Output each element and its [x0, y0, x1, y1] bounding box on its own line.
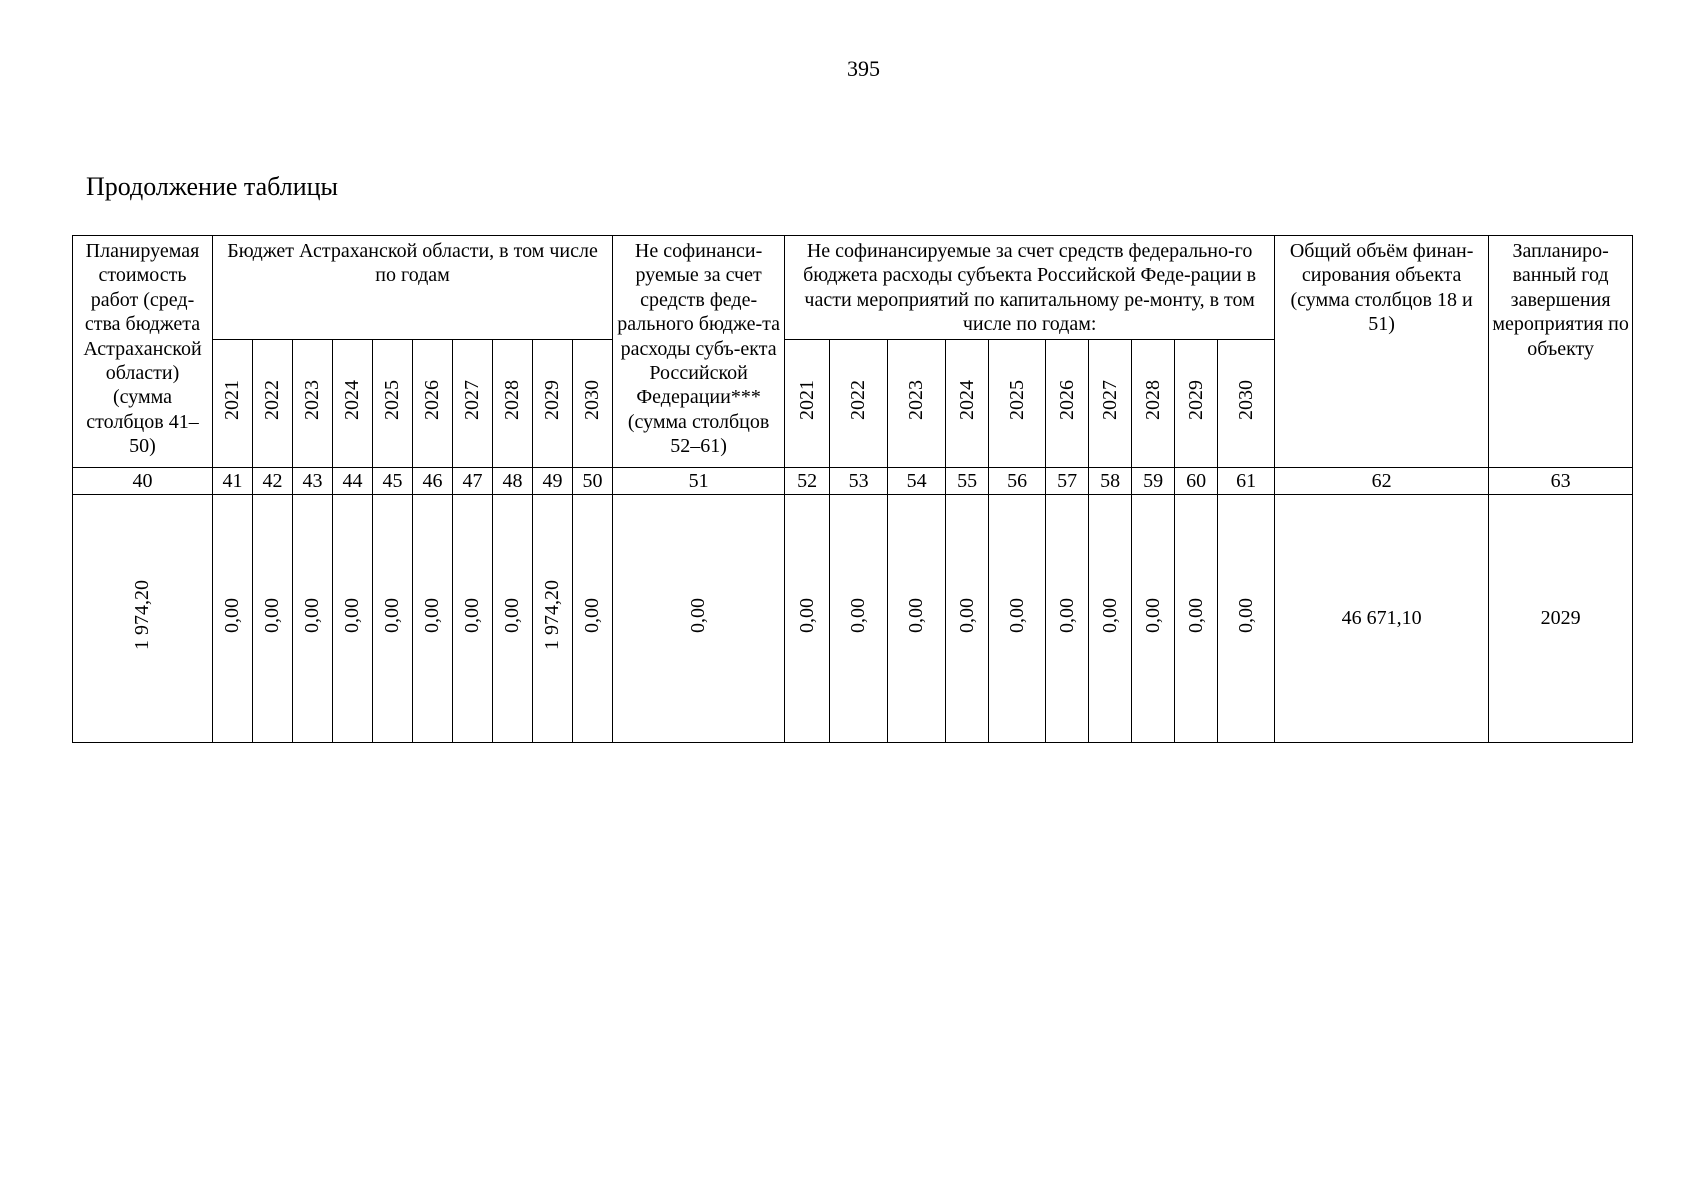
header-row-top [73, 236, 1633, 340]
year-header-regional: 2021 [213, 340, 253, 468]
year-header-federal: 2024 [946, 340, 989, 468]
header-regional-budget: Бюджет Астраханской области, в том числе по годам [213, 236, 613, 340]
column-number: 41 [213, 468, 253, 495]
header-total-volume: Общий объём финан-сирования объекта (сумма столбцов 18 и 51) [1275, 236, 1489, 468]
column-number: 61 [1218, 468, 1275, 495]
federal-year-value: 0,00 [1175, 495, 1218, 743]
financing-table [72, 235, 1633, 743]
regional-year-value: 0,00 [373, 495, 413, 743]
column-number: 59 [1132, 468, 1175, 495]
column-number: 51 [613, 468, 785, 495]
total-volume-value: 46 671,10 [1275, 495, 1489, 743]
regional-year-value: 0,00 [293, 495, 333, 743]
column-number: 54 [888, 468, 946, 495]
federal-year-value: 0,00 [1089, 495, 1132, 743]
column-number: 42 [253, 468, 293, 495]
year-header-regional: 2028 [493, 340, 533, 468]
year-header-federal: 2028 [1132, 340, 1175, 468]
federal-year-value: 0,00 [888, 495, 946, 743]
column-number: 52 [785, 468, 830, 495]
year-header-regional: 2024 [333, 340, 373, 468]
column-number: 62 [1275, 468, 1489, 495]
year-header-federal: 2022 [830, 340, 888, 468]
year-header-federal: 2029 [1175, 340, 1218, 468]
column-number: 50 [573, 468, 613, 495]
column-number: 40 [73, 468, 213, 495]
year-header-federal: 2030 [1218, 340, 1275, 468]
year-header-federal: 2027 [1089, 340, 1132, 468]
regional-year-value: 0,00 [253, 495, 293, 743]
header-not-cofinanced-total: Не софинанси-руемые за счет средств феде-рального бюдже-та расходы субъ-екта Российской Федерации*** (сумма столбцов 52–61) [613, 236, 785, 468]
year-header-regional: 2029 [533, 340, 573, 468]
federal-year-value: 0,00 [1218, 495, 1275, 743]
table-caption: Продолжение таблицы [86, 172, 338, 201]
federal-year-value: 0,00 [830, 495, 888, 743]
federal-year-value: 0,00 [1132, 495, 1175, 743]
header-planned-year: Запланиро-ванный год завершения мероприятия по объекту [1489, 236, 1633, 468]
regional-year-value: 1 974,20 [533, 495, 573, 743]
column-number: 56 [989, 468, 1046, 495]
regional-year-value: 0,00 [413, 495, 453, 743]
planned-year-value: 2029 [1489, 495, 1633, 743]
header-planned-cost: Планируемая стоимость работ (сред-ства бюджета Астраханской области) (сумма столбцов 41–50) [73, 236, 213, 468]
year-header-regional: 2022 [253, 340, 293, 468]
column-number: 49 [533, 468, 573, 495]
year-header-regional: 2027 [453, 340, 493, 468]
column-number: 46 [413, 468, 453, 495]
planned-cost-value: 1 974,20 [73, 495, 213, 743]
year-header-federal: 2025 [989, 340, 1046, 468]
year-header-regional: 2026 [413, 340, 453, 468]
federal-year-value: 0,00 [989, 495, 1046, 743]
column-number: 45 [373, 468, 413, 495]
federal-year-value: 0,00 [1046, 495, 1089, 743]
column-number: 58 [1089, 468, 1132, 495]
column-number: 60 [1175, 468, 1218, 495]
column-number: 44 [333, 468, 373, 495]
regional-year-value: 0,00 [333, 495, 373, 743]
year-header-regional: 2023 [293, 340, 333, 468]
year-header-federal: 2021 [785, 340, 830, 468]
column-number: 53 [830, 468, 888, 495]
column-number: 47 [453, 468, 493, 495]
column-number: 43 [293, 468, 333, 495]
year-header-federal: 2026 [1046, 340, 1089, 468]
year-header-regional: 2025 [373, 340, 413, 468]
year-header-regional: 2030 [573, 340, 613, 468]
column-numbers-row [73, 468, 1633, 495]
header-not-cofinanced-by-year: Не софинансируемые за счет средств федерально-го бюджета расходы субъекта Российской Феде-рации в части мероприятий по капитальному ре-монту, в том числе по годам: [785, 236, 1275, 340]
federal-year-value: 0,00 [785, 495, 830, 743]
regional-year-value: 0,00 [213, 495, 253, 743]
column-number: 55 [946, 468, 989, 495]
regional-year-value: 0,00 [453, 495, 493, 743]
page-number: 395 [847, 56, 880, 81]
column-number: 63 [1489, 468, 1633, 495]
not-cofinanced-total-value: 0,00 [613, 495, 785, 743]
year-header-federal: 2023 [888, 340, 946, 468]
regional-year-value: 0,00 [493, 495, 533, 743]
column-number: 57 [1046, 468, 1089, 495]
table-row [73, 495, 1633, 743]
regional-year-value: 0,00 [573, 495, 613, 743]
federal-year-value: 0,00 [946, 495, 989, 743]
column-number: 48 [493, 468, 533, 495]
